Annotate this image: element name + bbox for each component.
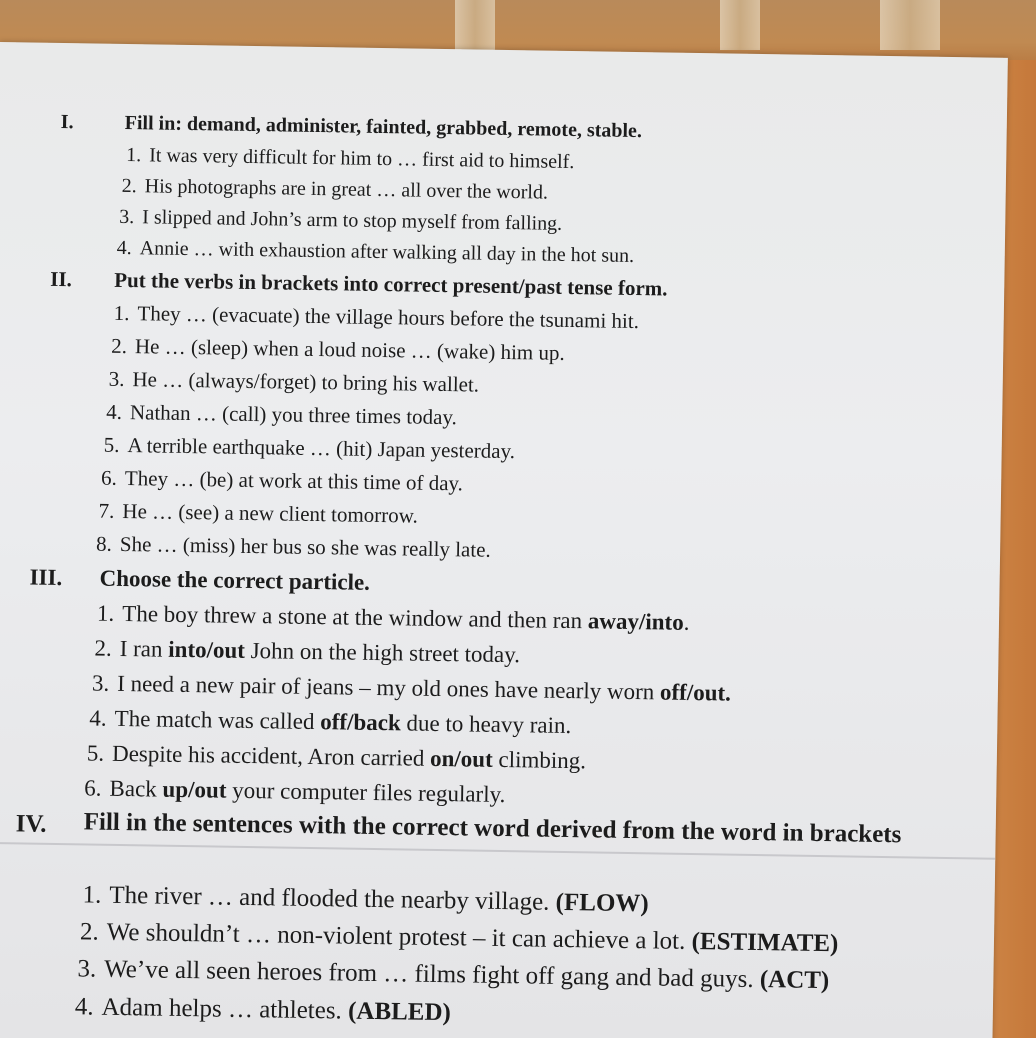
item-number: 3.	[119, 205, 135, 229]
item-number: 3.	[77, 955, 97, 983]
item-number: 3.	[108, 366, 125, 391]
item-text: They … (be) at work at this time of day.	[124, 466, 464, 496]
exercise-item	[87, 740, 587, 774]
worksheet-paper	[0, 42, 1008, 1038]
item-text: Annie … with exhaustion after walking all day in the hot sun.	[139, 237, 635, 267]
exercise-item	[119, 206, 562, 236]
item-text: The match was called	[114, 705, 321, 735]
exercise-item	[97, 601, 690, 636]
item-number: 4.	[89, 705, 107, 731]
exercise-item	[101, 466, 463, 497]
item-text: She … (miss) her bus so she was really late.	[119, 531, 491, 562]
item-text: John on the high street today.	[244, 637, 521, 668]
item-text: He … (sleep) when a loud noise … (wake) him up.	[134, 334, 565, 365]
item-number: 4.	[116, 236, 132, 260]
item-number: 2.	[79, 918, 99, 946]
exercise-item	[89, 705, 571, 739]
exercise-item	[75, 993, 451, 1027]
item-number: 8.	[95, 531, 113, 556]
section-numeral: II.	[50, 266, 73, 292]
item-number: 1.	[96, 600, 115, 626]
root-word: (ABLED)	[347, 997, 452, 1027]
section-heading: Fill in: demand, administer, fainted, grabbed, remote, stable.	[124, 111, 643, 143]
item-number: 4.	[74, 993, 94, 1021]
item-text: The river … and flooded the nearby village.	[109, 881, 556, 916]
item-text: your computer files regularly.	[226, 777, 506, 808]
particle-choice: into/out	[168, 636, 246, 663]
item-text: climbing.	[492, 746, 587, 774]
exercise-item	[114, 301, 640, 334]
item-text: We shouldn’t … non-violent protest – it can achieve a lot.	[106, 918, 692, 955]
item-number: 6.	[100, 465, 118, 490]
exercise-item	[117, 237, 635, 268]
particle-choice: on/out	[429, 745, 493, 772]
item-number: 5.	[103, 432, 120, 457]
item-text: We’ve all seen heroes from … films fight off gang and bad guys.	[103, 955, 761, 994]
exercise-item	[96, 532, 491, 563]
particle-choice: up/out	[162, 776, 227, 803]
background-object	[720, 0, 760, 50]
particle-choice: off/back	[320, 709, 401, 736]
item-number: 2.	[94, 635, 112, 661]
particle-choice: away/into	[587, 608, 684, 635]
section-heading: Put the verbs in brackets into correct present/past tense form.	[114, 267, 668, 301]
item-number: 7.	[98, 498, 115, 523]
section-heading: Fill in the sentences with the correct word derived from the word in brackets	[83, 808, 902, 849]
section-numeral: I.	[60, 110, 74, 134]
background-object	[455, 0, 495, 50]
exercise-item	[109, 367, 480, 398]
section-numeral: IV.	[15, 810, 47, 838]
item-text: Back	[109, 775, 163, 802]
exercise-item	[111, 334, 565, 366]
item-number: 5.	[86, 740, 105, 766]
section-heading: Choose the correct particle.	[99, 565, 371, 595]
item-number: 1.	[126, 143, 142, 167]
exercise-item	[77, 955, 829, 995]
item-text: The boy threw a stone at the window and then ran	[122, 600, 589, 634]
item-text: He … (always/forget) to bring his wallet.	[132, 367, 480, 397]
background-object	[880, 0, 940, 50]
exercise-item	[82, 881, 649, 918]
exercise-item	[122, 175, 549, 205]
item-number: 4.	[106, 399, 123, 424]
item-text: His photographs are in great … all over the world.	[144, 175, 549, 204]
particle-choice: off/out.	[659, 679, 732, 706]
item-text: due to heavy rain.	[400, 710, 572, 739]
item-number: 3.	[91, 670, 110, 696]
section-numeral: III.	[29, 564, 63, 591]
exercise-item	[80, 918, 839, 958]
exercise-item	[84, 775, 505, 808]
exercise-item	[98, 499, 418, 529]
item-text: I ran	[119, 635, 169, 662]
item-number: 1.	[113, 300, 130, 326]
item-number: 2.	[121, 174, 137, 198]
root-word: (ACT)	[759, 966, 830, 995]
item-text: Adam helps … athletes.	[101, 993, 349, 1025]
exercise-item	[92, 671, 731, 707]
item-number: 6.	[84, 775, 102, 801]
item-text: Nathan … (call) you three times today.	[129, 400, 458, 430]
item-number: 1.	[82, 881, 102, 909]
item-text: .	[683, 609, 690, 635]
exercise-item	[94, 636, 520, 669]
item-text: It was very difficult for him to … first aid to himself.	[149, 144, 575, 174]
item-text: He … (see) a new client tomorrow.	[122, 498, 419, 528]
item-text: A terrible earthquake … (hit) Japan yesterday.	[127, 433, 516, 464]
exercise-item	[103, 433, 515, 464]
item-number: 2.	[111, 333, 128, 359]
exercise-item	[126, 144, 574, 174]
item-text: I slipped and John’s arm to stop myself from falling.	[142, 206, 563, 235]
exercise-item	[106, 400, 457, 431]
root-word: (ESTIMATE)	[691, 927, 839, 958]
item-text: Despite his accident, Aron carried	[111, 740, 431, 771]
root-word: (FLOW)	[555, 888, 649, 918]
item-text: They … (evacuate) the village hours before the tsunami hit.	[137, 301, 640, 334]
item-text: I need a new pair of jeans – my old ones have nearly worn	[116, 670, 661, 705]
